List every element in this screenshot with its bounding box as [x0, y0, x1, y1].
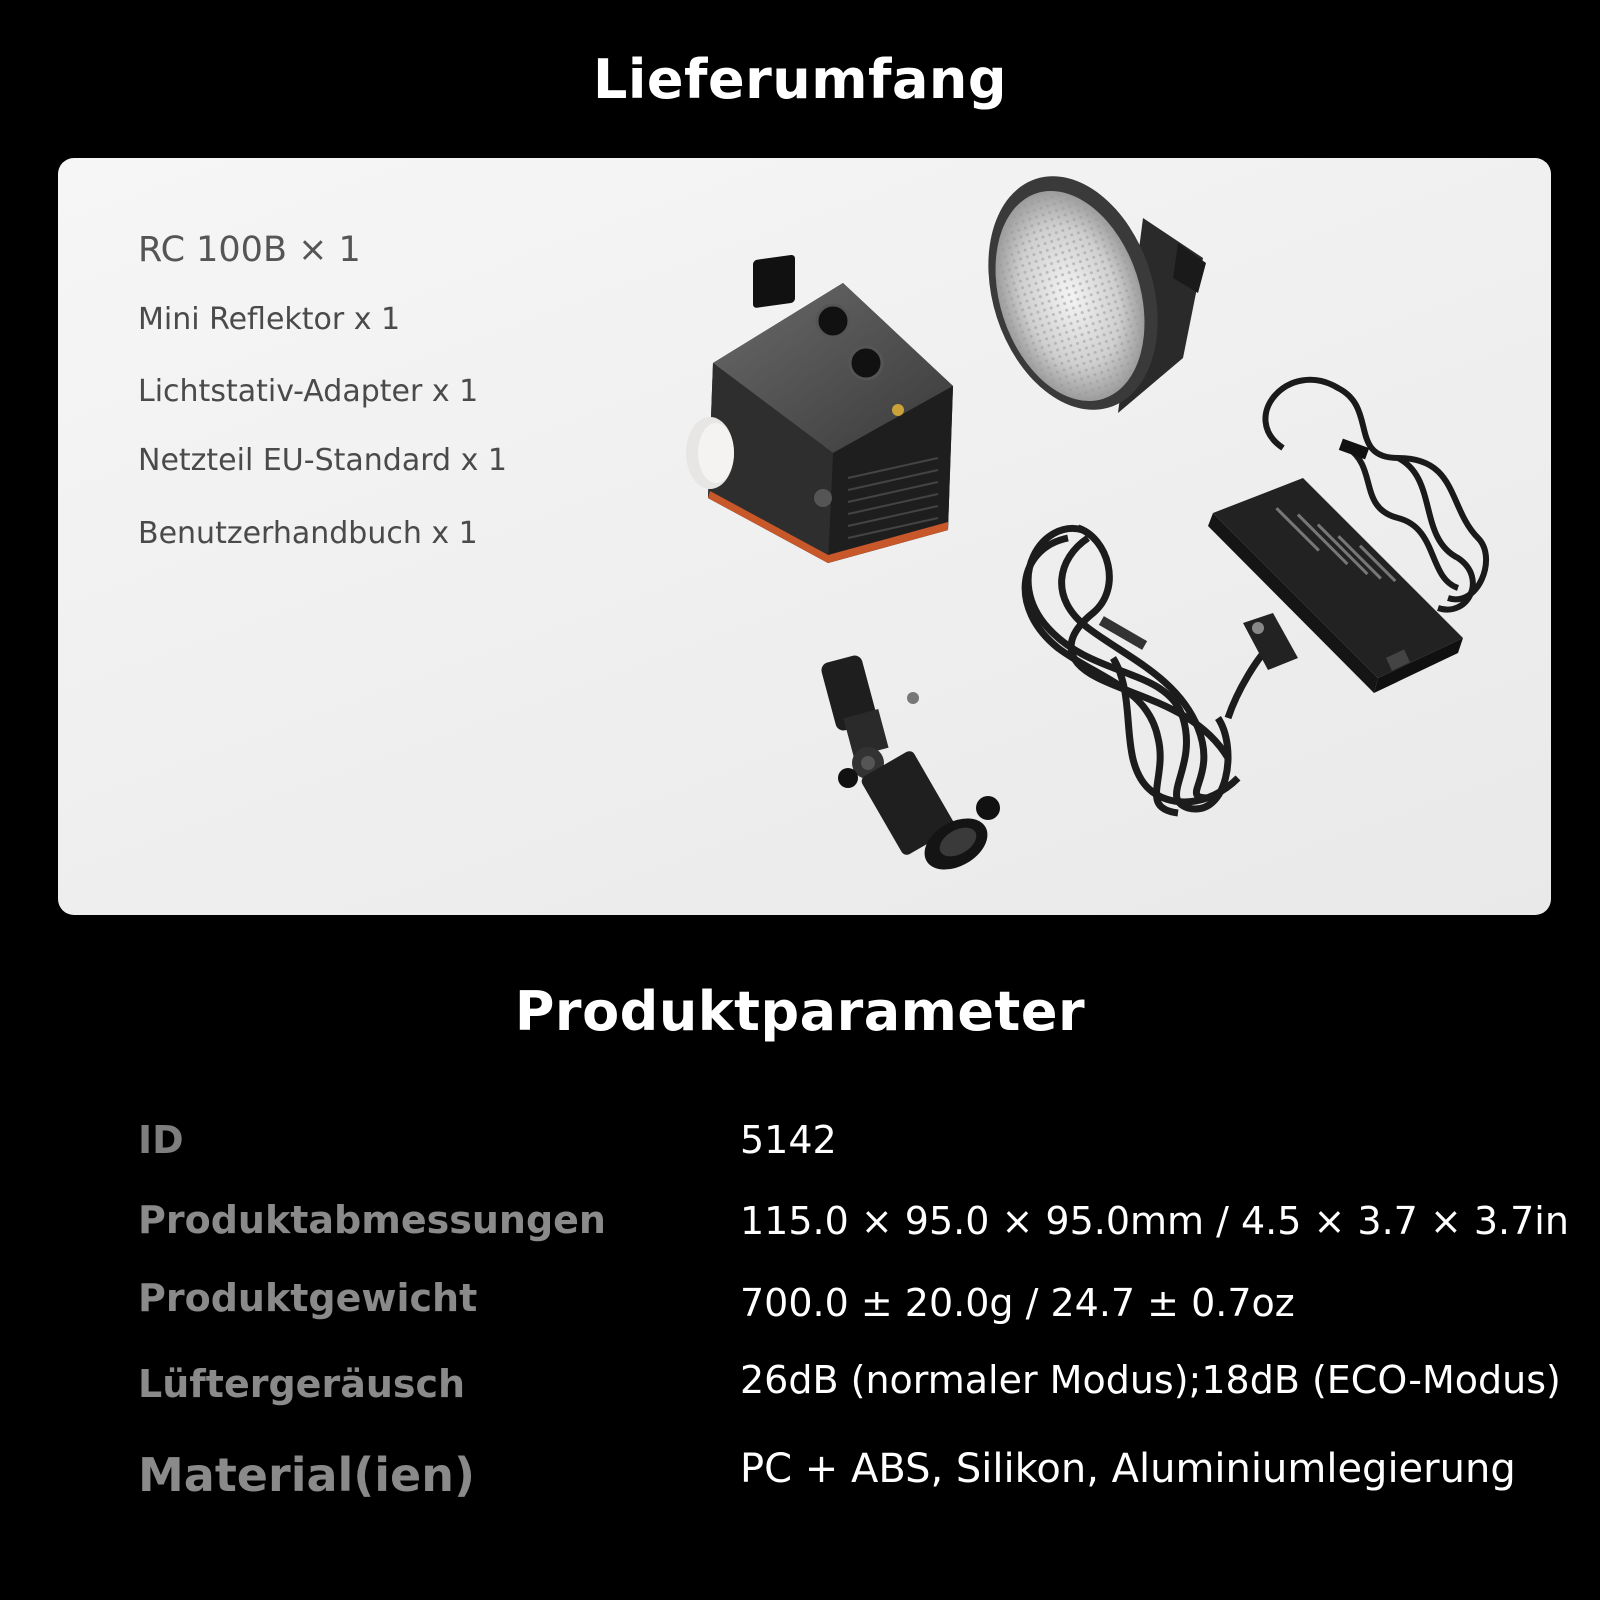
contents-title: Lieferumfang	[592, 48, 1008, 111]
param-label-weight: Produktgewicht	[138, 1276, 478, 1320]
power-cable-image	[1025, 528, 1268, 813]
power-plug-image	[1099, 613, 1298, 670]
param-label-noise: Lüftergeräusch	[138, 1362, 466, 1406]
param-label-dimensions: Produktabmessungen	[138, 1198, 606, 1242]
stand-adapter-image	[820, 654, 1000, 880]
parameters-title: Produktparameter	[514, 980, 1086, 1043]
param-value-id: 5142	[740, 1118, 837, 1162]
power-adapter-image	[1208, 380, 1486, 693]
param-value-dimensions: 115.0 × 95.0 × 95.0mm / 4.5 × 3.7 × 3.7in	[740, 1199, 1569, 1243]
light-unit-image	[686, 254, 953, 563]
param-value-noise: 26dB (normaler Modus);18dB (ECO-Modus)	[740, 1358, 1561, 1402]
param-label-id: ID	[138, 1118, 184, 1162]
contents-item: Mini Reflektor x 1	[138, 302, 401, 337]
param-value-material: PC + ABS, Silikon, Aluminiumlegierung	[740, 1446, 1516, 1492]
contents-item: RC 100B × 1	[138, 230, 361, 270]
param-label-material: Material(ien)	[138, 1448, 476, 1502]
param-value-weight: 700.0 ± 20.0g / 24.7 ± 0.7oz	[740, 1281, 1295, 1325]
contents-panel	[58, 158, 1551, 915]
reflector-image	[960, 158, 1206, 432]
contents-item: Benutzerhandbuch x 1	[138, 516, 478, 551]
product-images	[58, 158, 1551, 915]
contents-item: Lichtstativ-Adapter x 1	[138, 374, 479, 409]
contents-item: Netzteil EU-Standard x 1	[138, 443, 507, 478]
